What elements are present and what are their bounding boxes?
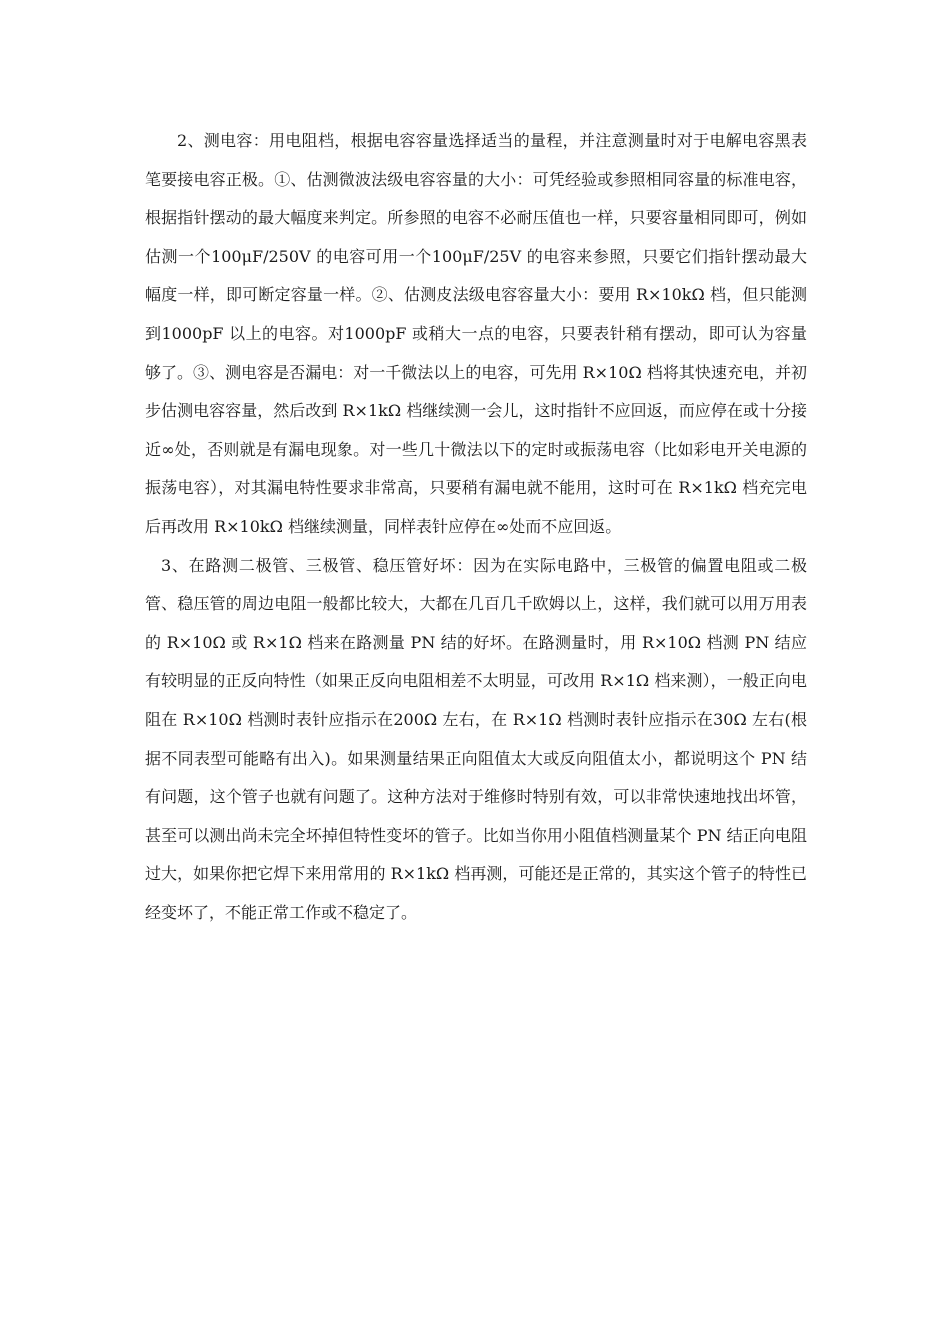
paragraph-in-circuit-diode-test: 3、在路测二极管、三极管、稳压管好坏：因为在实际电路中，三极管的偏置电阻或二极管、稳压管的周边电阻一般都比较大，大都在几百几千欧姆以上，这样，我们就可以用万用表的 R×10Ω 或 R×1Ω 档来在路测量 PN 结的好坏。在路测量时，用 R×10Ω 档测 PN 结应有较明显的正反向特性（如果正反向电阻相差不太明显，可改用 R×1Ω 档来测），一般正向电阻在 R×10Ω 档测时表针应指示在200Ω 左右，在 R×1Ω 档测时表针应指示在30Ω 左右(根据不同表型可能略有出入)。如果测量结果正向阻值太大或反向阻值太小，都说明这个 PN 结有问题，这个管子也就有问题了。这种方法对于维修时特别有效，可以非常快速地找出坏管，甚至可以测出尚未完全坏掉但特性变坏的管子。比如当你用小阻值档测量某个 PN 结正向电阻过大，如果你把它焊下来用常用的 R×1kΩ 档再测，可能还是正常的，其实这个管子的特性已经变坏了，不能正常工作或不稳定了。 [145, 555, 807, 922]
paragraph-capacitor-measurement: 2、测电容：用电阻档，根据电容容量选择适当的量程，并注意测量时对于电解电容黑表笔要接电容正极。①、估测微波法级电容容量的大小：可凭经验或参照相同容量的标准电容，根据指针摆动的最大幅度来判定。所参照的电容不必耐压值也一样，只要容量相同即可，例如估测一个100μF/250V 的电容可用一个100μF/25V 的电容来参照，只要它们指针摆动最大幅度一样，即可断定容量一样。②、估测皮法级电容容量大小：要用 R×10kΩ 档，但只能测到1000pF 以上的电容。对1000pF 或稍大一点的电容，只要表针稍有摆动，即可认为容量够了。③、测电容是否漏电：对一千微法以上的电容，可先用 R×10Ω 档将其快速充电，并初步估测电容容量，然后改到 R×1kΩ 档继续测一会儿，这时指针不应回返，而应停在或十分接近∞处，否则就是有漏电现象。对一些几十微法以下的定时或振荡电容（比如彩电开关电源的振荡电容），对其漏电特性要求非常高，只要稍有漏电就不能用，这时可在 R×1kΩ 档充完电后再改用 R×10kΩ 档继续测量，同样表针应停在∞处而不应回返。 [145, 131, 807, 536]
document-page [145, 122, 807, 932]
